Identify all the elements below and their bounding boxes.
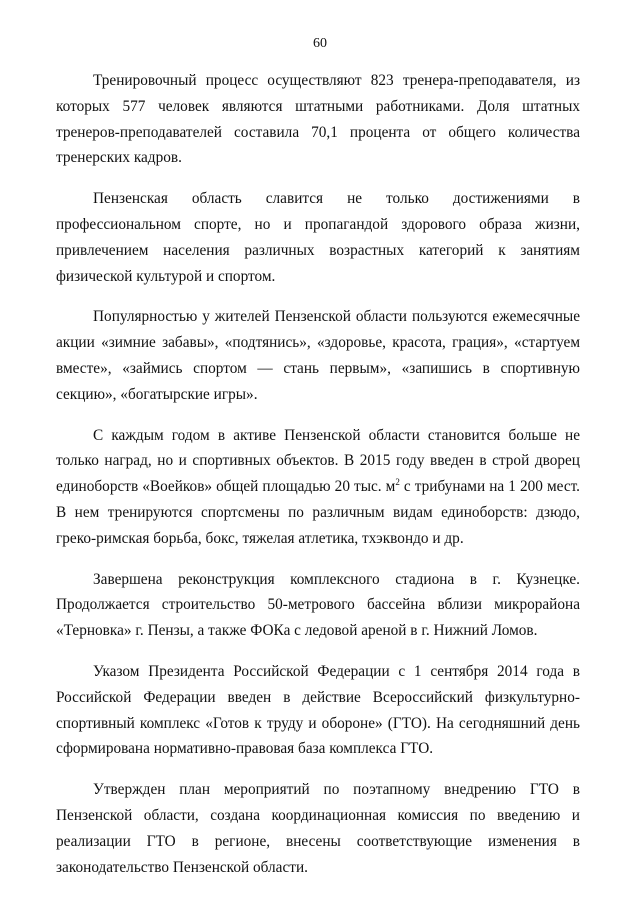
paragraph-healthy-lifestyle: Пензенская область славится не только достижениями в профессиональном спорте, но и пропагандой здорового образа жизни, привлечением населения различных возрастных категорий к занятиям физической культурой и спортом. [56,190,580,285]
paragraph-sports-facilities-part2: с трибунами на 1 200 мест. В нем тренируются спортсмены по различным видам единоборств: дзюдо, греко-римская борьба, бокс, тяжелая атлетика, тхэквондо и др. [56,478,580,547]
page-number: 60 [313,36,327,51]
document-body [56,68,580,895]
paragraph-monthly-campaigns: Популярностью у жителей Пензенской области пользуются ежемесячные акции «зимние забавы», «подтянись», «здоровье, красота, грация», «стартуем вместе», «займись спортом — стань первым», «запишись в спортивную секцию», «богатырские игры». [56,308,580,403]
superscript-squared: 2 [395,477,400,488]
paragraph-sports-facilities-part1: С каждым годом в активе Пензенской области становится больше не только наград, но и спортивных объектов. В 2015 году введен в строй дворец единоборств «Воейков» общей площадью 20 тыс. м [56,426,580,496]
paragraph-sports-facilities [56,423,580,552]
paragraph-construction: Завершена реконструкция комплексного стадиона в г. Кузнецке. Продолжается строительство 50-метрового бассейна вблизи микрорайона «Терновка» г. Пензы, а также ФОКа с ледовой ареной в г. Нижний Ломов. [56,570,580,640]
paragraph-coaching-staff: Тренировочный процесс осуществляют 823 тренера-преподавателя, из которых 577 человек являются штатными работниками. Доля штатных тренеров-преподавателей составила 70,1 процента от общего количества тренерских кадров. [56,72,580,167]
paragraph-gto-decree: Указом Президента Российской Федерации с 1 сентября 2014 года в Российской Федерации введен в действие Всероссийский физкультурно-спортивный комплекс «Готов к труду и обороне» (ГТО). На сегодняшний день сформирована нормативно-правовая база комплекса ГТО. [56,662,580,758]
paragraph-gto-plan: Утвержден план мероприятий по поэтапному внедрению ГТО в Пензенской области, создана координационная комиссия по введению и реализации ГТО в регионе, внесены соответствующие изменения в законодательство Пензенской области. [56,781,580,876]
